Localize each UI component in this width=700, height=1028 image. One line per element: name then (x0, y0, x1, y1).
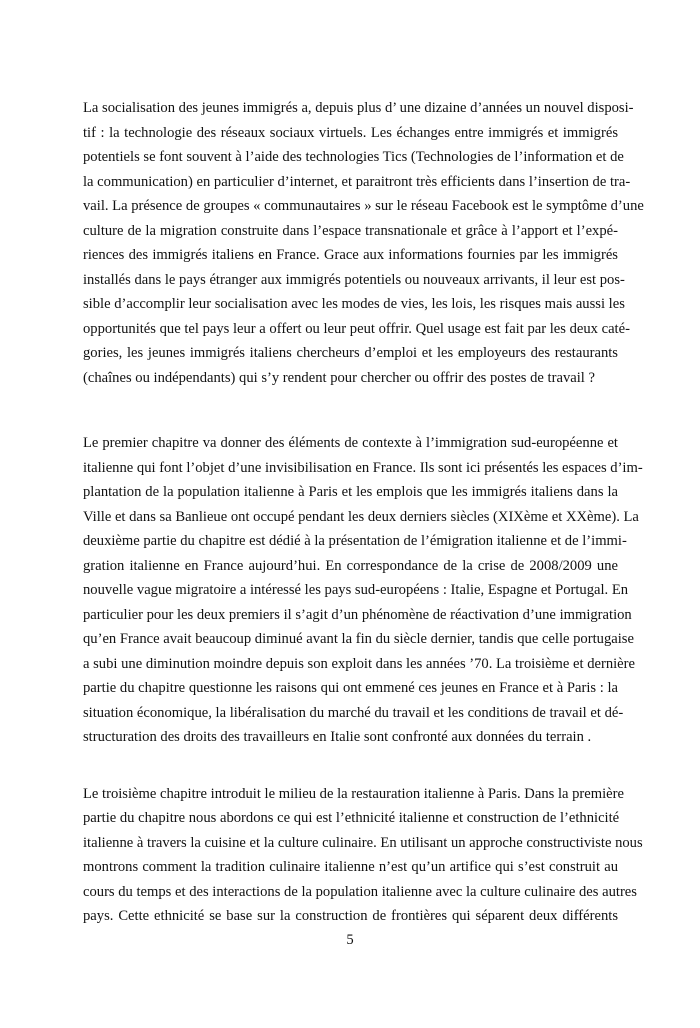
text-line: partie du chapitre nous abordons ce qui est l’ethnicité italienne et construction de l’ethnicité (83, 810, 620, 826)
text-line: La socialisation des jeunes immigrés a, depuis plus d’ une dizaine d’années un nouvel disposi- (83, 100, 634, 116)
text-line: italienne à travers la cuisine et la culture culinaire. En utilisant un approche constructiviste nous (83, 834, 643, 851)
text-line: plantation de la population italienne à Paris et les emplois que les immigrés italiens dans la (83, 484, 618, 500)
text-line: Ville et dans sa Banlieue ont occupé pendant les deux derniers siècles (XIXème et XXème). La (83, 508, 639, 525)
body-text (83, 96, 644, 929)
text-line: potentiels se font souvent à l’aide des technologies Tics (Technologies de l’information et de (83, 149, 624, 165)
text-line: pays. Cette ethnicité se base sur la construction de frontières qui séparent deux différents (83, 908, 618, 924)
text-line: gories, les jeunes immigrés italiens chercheurs d’emploi et les employeurs des restaurants (83, 345, 618, 361)
text-line: culture de la migration construite dans l’espace transnationale et grâce à l’apport et l’expé- (83, 222, 618, 239)
text-line: particulier pour les deux premiers il s’agit d’un phénomène de réactivation d’une immigration (83, 606, 632, 623)
paragraph-social-networks (83, 96, 644, 390)
text-line: (chaînes ou indépendants) qui s’y rendent pour chercher ou offrir des postes de travail ? (83, 369, 595, 386)
paragraph-first-chapter (83, 431, 643, 750)
text-line: installés dans le pays étranger aux immigrés potentiels ou nouveaux arrivants, il leur est pos- (83, 271, 625, 288)
paragraph-third-chapter (83, 782, 643, 929)
text-line: qu’en France avait beaucoup diminué avant la fin du siècle dernier, tandis que celle portugaise (83, 631, 634, 647)
text-line: deuxième partie du chapitre est dédié à la présentation de l’émigration italienne et de l’immi- (83, 533, 627, 549)
text-line: la communication) en particulier d’internet, et paraitront très efficients dans l’insertion de tra- (83, 173, 631, 190)
text-line: riences des immigrés italiens en France. Grace aux informations fournies par les immigrés (83, 247, 618, 263)
text-line: tif : la technologie des réseaux sociaux virtuels. Les échanges entre immigrés et immigrés (83, 124, 618, 141)
text-line: partie du chapitre questionne les raisons qui ont emmené ces jeunes en France et à Paris : la (83, 680, 618, 696)
text-line: opportunités que tel pays leur a offert ou leur peut offrir. Quel usage est fait par les deux caté- (83, 320, 630, 337)
text-line: structuration des droits des travailleurs en Italie sont confronté aux données du terrain . (83, 729, 592, 745)
text-line: Le premier chapitre va donner des éléments de contexte à l’immigration sud-européenne et (83, 435, 618, 451)
text-line: montrons comment la tradition culinaire italienne n’est qu’un artifice qui s’est construit au (83, 859, 618, 875)
text-line: gration italienne en France aujourd’hui. En correspondance de la crise de 2008/2009 une (83, 557, 618, 574)
text-line: vail. La présence de groupes « communautaires » sur le réseau Facebook est le symptôme d’une (83, 198, 644, 214)
text-line: nouvelle vague migratoire a intéressé les pays sud-européens : Italie, Espagne et Portugal. En (83, 582, 629, 598)
page-number: 5 (346, 932, 354, 948)
text-line: a subi une diminution moindre depuis son exploit dans les années ’70. La troisième et dernière (83, 655, 635, 672)
text-line: situation économique, la libéralisation du marché du travail et les conditions de travail et dé- (83, 704, 624, 721)
text-line: cours du temps et des interactions de la population italienne avec la culture culinaire des autres (83, 883, 637, 900)
text-line: italienne qui font l’objet d’une invisibilisation en France. Ils sont ici présentés les espaces d’im- (83, 459, 643, 476)
text-line: sible d’accomplir leur socialisation avec les modes de vies, les lois, les risques mais aussi les (83, 296, 625, 312)
text-line: Le troisième chapitre introduit le milieu de la restauration italienne à Paris. Dans la première (83, 785, 624, 802)
